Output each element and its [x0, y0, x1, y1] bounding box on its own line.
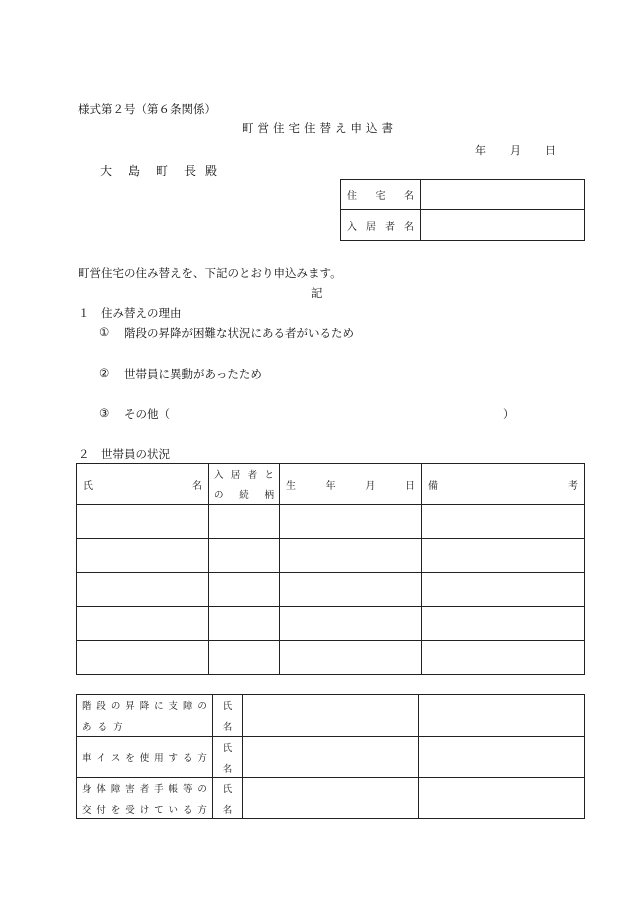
header-remarks: 備 考 [422, 464, 585, 505]
addressee-honorific: 殿 [205, 164, 218, 178]
member-birth-cell[interactable] [280, 539, 422, 573]
reason-1-num: ① [99, 325, 110, 339]
reason-2-text: 世帯員に異動があったため [124, 367, 262, 381]
date-day: 日 [545, 144, 556, 157]
table-row [77, 641, 585, 675]
addressee-town: 大 島 町 長 [100, 164, 199, 178]
member-remarks-cell[interactable] [422, 505, 585, 539]
header-relation: 入 居 者 と の 続 柄 [209, 464, 280, 505]
stairs-name-field[interactable] [243, 695, 419, 737]
date-year: 年 [475, 144, 486, 157]
applicant-table [340, 179, 585, 241]
member-birth-cell[interactable] [280, 573, 422, 607]
reason-2-num: ② [99, 366, 110, 380]
special-table [76, 694, 585, 819]
member-name-cell[interactable] [77, 641, 209, 675]
house-name-label: 住 宅 名 [341, 180, 421, 210]
disability-name-mark: 氏 名 [213, 778, 243, 819]
member-name-cell[interactable] [77, 505, 209, 539]
reason-3-num: ③ [99, 406, 110, 420]
member-remarks-cell[interactable] [422, 539, 585, 573]
table-row [77, 607, 585, 641]
stairs-label: 階 段 の 昇 降 に 支 障 の あ る 方 [77, 695, 213, 737]
household-header-row [77, 464, 585, 505]
member-name-cell[interactable] [77, 607, 209, 641]
member-remarks-cell[interactable] [422, 641, 585, 675]
header-birth: 生 年 月 日 [280, 464, 422, 505]
special-row-stairs [77, 695, 585, 737]
special-row-wheelchair [77, 737, 585, 778]
member-relation-cell[interactable] [209, 641, 280, 675]
member-birth-cell[interactable] [280, 607, 422, 641]
disability-name-field[interactable] [243, 778, 419, 819]
member-relation-cell[interactable] [209, 505, 280, 539]
date-month: 月 [510, 144, 521, 157]
wheelchair-name-field[interactable] [243, 737, 419, 778]
member-name-cell[interactable] [77, 573, 209, 607]
member-relation-cell[interactable] [209, 539, 280, 573]
wheelchair-extra-field[interactable] [419, 737, 585, 778]
member-remarks-cell[interactable] [422, 573, 585, 607]
header-name: 氏 名 [77, 464, 209, 505]
household-table [76, 463, 585, 675]
table-row [77, 573, 585, 607]
section2-heading: ２ 世帯員の状況 [78, 447, 170, 461]
wheelchair-label: 車 イ ス を 使 用 す る 方 [77, 737, 213, 778]
reason-3-text: その他（ [124, 407, 170, 421]
member-relation-cell[interactable] [209, 573, 280, 607]
table-row [77, 505, 585, 539]
member-relation-cell[interactable] [209, 607, 280, 641]
wheelchair-name-mark: 氏 名 [213, 737, 243, 778]
stairs-extra-field[interactable] [419, 695, 585, 737]
page-title: 町営住宅住替え申込書 [242, 121, 397, 135]
resident-name-label: 入 居 者 名 [341, 210, 421, 241]
reason-1-text: 階段の昇降が困難な状況にある者がいるため [124, 326, 354, 340]
ki-marker: 記 [311, 286, 323, 300]
disability-extra-field[interactable] [419, 778, 585, 819]
section1-heading: １ 住み替えの理由 [78, 306, 182, 320]
stairs-name-mark: 氏 名 [213, 695, 243, 737]
member-remarks-cell[interactable] [422, 607, 585, 641]
reason-3-close: ） [503, 407, 515, 421]
resident-name-field[interactable] [421, 210, 585, 241]
intro-text: 町営住宅の住み替えを、下記のとおり申込みます。 [78, 266, 342, 280]
special-row-disability [77, 778, 585, 819]
disability-label: 身 体 障 害 者 手 帳 等 の 交 付 を 受 け て い る 方 [77, 778, 213, 819]
house-name-field[interactable] [421, 180, 585, 210]
table-row [77, 539, 585, 573]
member-birth-cell[interactable] [280, 641, 422, 675]
member-birth-cell[interactable] [280, 505, 422, 539]
member-name-cell[interactable] [77, 539, 209, 573]
form-number: 様式第２号（第６条関係） [78, 102, 216, 116]
